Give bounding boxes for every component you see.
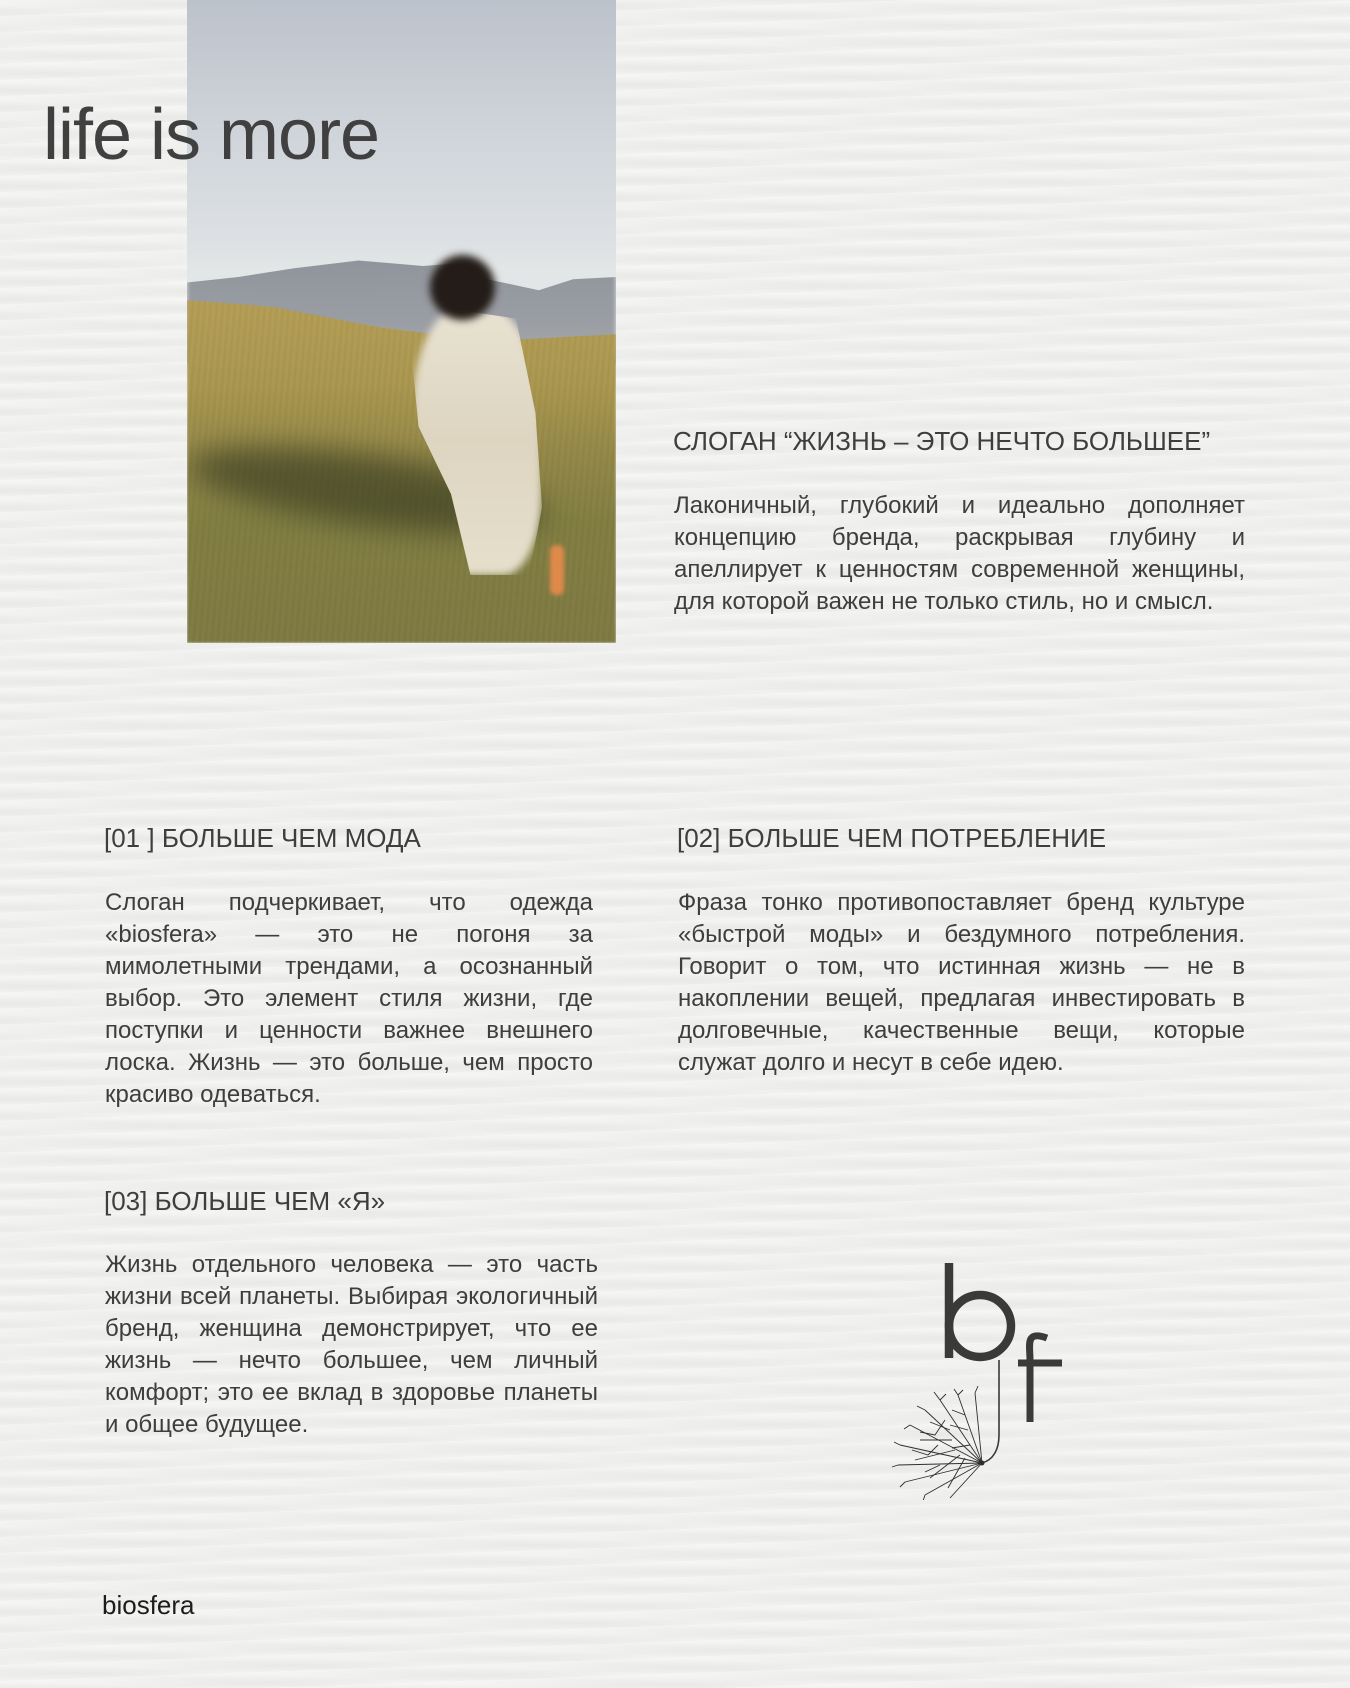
section-03-heading: [03] БОЛЬШЕ ЧЕМ «Я» [104, 1186, 386, 1216]
slogan-heading: СЛОГАН “ЖИЗНЬ – ЭТО НЕЧТО БОЛЬШЕЕ” [673, 426, 1211, 456]
section-02-heading: [02] БОЛЬШЕ ЧЕМ ПОТРЕБЛЕНИЕ [677, 823, 1107, 853]
section-01-heading: [01 ] БОЛЬШЕ ЧЕМ МОДА [104, 823, 421, 853]
section-01-body: Слоган подчеркивает, что одежда «biosfera» — это не погоня за мимолетными трендами, а осознанный выбор. Это элемент стиля жизни, где поступки и ценности важнее внешнего лоска. Жизнь — это больше, чем просто красиво одеваться. [105, 889, 593, 1108]
slogan-body: Лаконичный, глубокий и идеально дополняет концепцию бренда, раскрывая глубину и апеллирует к ценностям современной женщины, для которой важен не только стиль, но и смысл. [674, 492, 1245, 615]
photo-figure-hair [430, 255, 495, 320]
leaf-skeleton-icon [880, 1250, 1090, 1500]
section-03-body: Жизнь отдельного человека — это часть жизни всей планеты. Выбирая экологичный бренд, женщина демонстрирует, что ее жизнь — нечто большее, чем личный комфорт; это ее вклад в здоровье планеты и общее будущее. [105, 1251, 598, 1438]
footer-brand: biosfera [102, 1590, 195, 1620]
photo-figure-foot [550, 545, 564, 595]
page-title: life is more [43, 95, 380, 175]
section-02-body: Фраза тонко противопоставляет бренд культуре «быстрой моды» и бездумного потребления. Говорит о том, что истинная жизнь — не в накоплении вещей, предлагая инвестировать в долговечные, качественные вещи, которые служат долго и несут в себе идею. [678, 889, 1245, 1076]
brand-logo [880, 1250, 1090, 1500]
